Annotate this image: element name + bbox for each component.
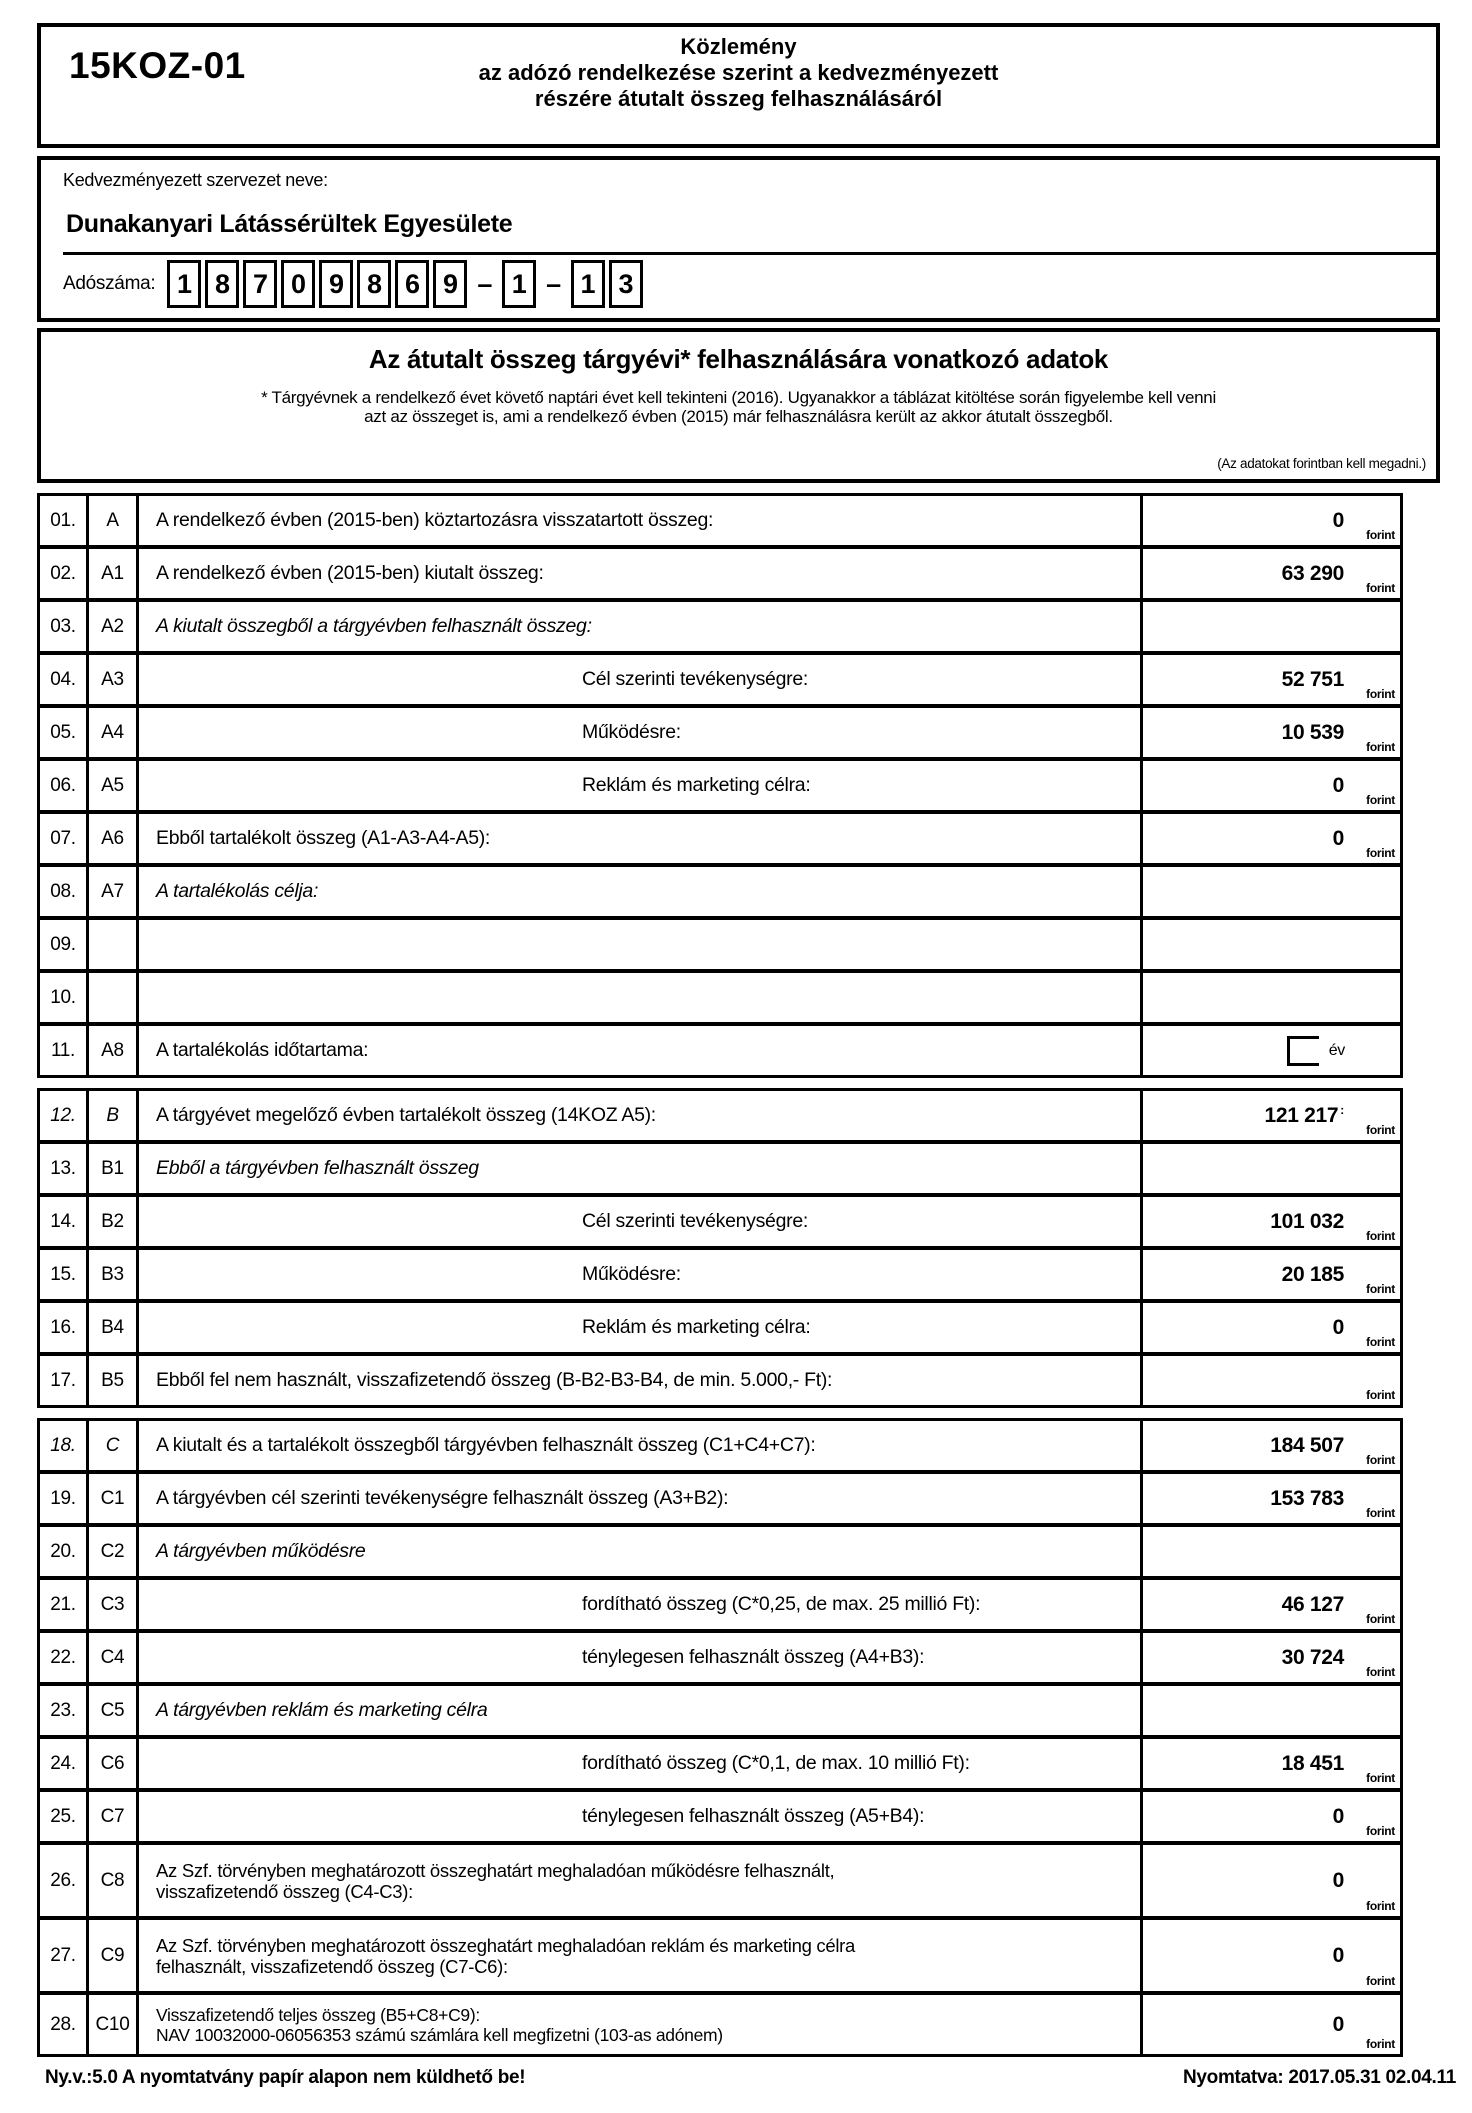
tax-number-boxes xyxy=(167,260,642,308)
row-value-amount: 63 290 xyxy=(1281,561,1344,585)
table-row xyxy=(37,917,1403,972)
row-label xyxy=(139,496,1140,545)
table-row xyxy=(37,1524,1403,1579)
row-value xyxy=(1140,920,1400,969)
row-label xyxy=(139,1686,1140,1735)
row-label xyxy=(139,549,1140,598)
row-value-amount: 0 xyxy=(1332,1868,1344,1892)
row-code: B3 xyxy=(89,1250,139,1299)
row-label xyxy=(139,973,1140,1022)
table-row xyxy=(37,1577,1403,1632)
forint-unit-label: forint xyxy=(1366,1229,1395,1243)
row-value xyxy=(1140,602,1400,651)
table-row xyxy=(37,864,1403,919)
row-number: 15. xyxy=(40,1250,89,1299)
row-code: A4 xyxy=(89,708,139,757)
row-label xyxy=(139,1633,1140,1682)
row-label-line: A kiutalt és a tartalékolt összegből tárgyévben felhasznált összeg (C1+C4+C7): xyxy=(156,1434,816,1456)
row-label xyxy=(139,655,1140,704)
tax-digit-box: 9 xyxy=(319,260,353,308)
row-label-line: ténylegesen felhasznált összeg (A5+B4): xyxy=(582,1805,925,1827)
tax-digit-box: 7 xyxy=(243,260,277,308)
row-label-line: Reklám és marketing célra: xyxy=(582,774,811,796)
table-row xyxy=(37,705,1403,760)
row-label xyxy=(139,708,1140,757)
table-row xyxy=(37,1789,1403,1844)
forint-unit-label: forint xyxy=(1366,1388,1395,1402)
row-label-line: A rendelkező évben (2015-ben) köztartozásra visszatartott összeg: xyxy=(156,509,714,531)
row-label-line: fordítható összeg (C*0,25, de max. 25 millió Ft): xyxy=(582,1593,981,1615)
row-number: 19. xyxy=(40,1474,89,1523)
row-code: A2 xyxy=(89,602,139,651)
form-title-line-3: részére átutalt összeg felhasználásáról xyxy=(534,86,943,111)
row-code: A3 xyxy=(89,655,139,704)
table-row xyxy=(37,1917,1403,1994)
row-number: 13. xyxy=(40,1144,89,1193)
section-title: Az átutalt összeg tárgyévi* felhasználására vonatkozó adatok xyxy=(368,344,1109,374)
row-value xyxy=(1140,496,1400,545)
row-value-amount: 30 724 xyxy=(1281,1645,1344,1669)
row-value xyxy=(1140,1091,1400,1140)
table-row xyxy=(37,546,1403,601)
row-number: 12. xyxy=(40,1091,89,1140)
forint-unit-label: forint xyxy=(1366,1771,1395,1785)
row-value xyxy=(1140,761,1400,810)
tax-digit-box: 0 xyxy=(281,260,315,308)
beneficiary-name-underline xyxy=(63,252,1436,255)
tax-digit-box: 1 xyxy=(571,260,605,308)
row-value xyxy=(1140,1144,1400,1193)
page-footer xyxy=(0,2067,1472,2099)
table-row xyxy=(37,1247,1403,1302)
row-value xyxy=(1140,708,1400,757)
row-code: B5 xyxy=(89,1356,139,1405)
forint-unit-label: forint xyxy=(1366,1974,1395,1988)
row-value xyxy=(1140,1026,1400,1075)
form-title-line-1: Közlemény xyxy=(680,34,797,59)
table-row xyxy=(37,1842,1403,1919)
table-row xyxy=(37,811,1403,866)
row-label xyxy=(139,1356,1140,1405)
section-footnote-line-1: * Tárgyévnek a rendelkező évet követő naptári évet kell tekinteni (2016). Ugyanakkor a táblázat kitöltése során figyelembe kell venni xyxy=(261,388,1216,407)
row-label-line: Működésre: xyxy=(582,721,681,743)
row-label xyxy=(139,920,1140,969)
row-label-line: Ebből tartalékolt összeg (A1-A3-A4-A5): xyxy=(156,827,491,849)
row-code: A7 xyxy=(89,867,139,916)
row-label xyxy=(139,1421,1140,1470)
row-value xyxy=(1140,1474,1400,1523)
row-number: 21. xyxy=(40,1580,89,1629)
row-value-amount: 0 xyxy=(1332,1943,1344,1967)
form-header-box xyxy=(37,23,1440,148)
row-label-line: Az Szf. törvényben meghatározott összeghatárt meghaladóan reklám és marketing célra xyxy=(156,1934,856,1956)
table-row xyxy=(37,599,1403,654)
row-number: 14. xyxy=(40,1197,89,1246)
row-number: 17. xyxy=(40,1356,89,1405)
row-label xyxy=(139,1026,1140,1075)
unit-note: (Az adatokat forintban kell megadni.) xyxy=(1217,456,1426,471)
table-group xyxy=(37,493,1403,1078)
row-label xyxy=(139,1845,1140,1916)
row-number: 10. xyxy=(40,973,89,1022)
row-code: B4 xyxy=(89,1303,139,1352)
forint-unit-label: forint xyxy=(1366,846,1395,860)
footer-printed-timestamp: Nyomtatva: 2017.05.31 02.04.11 xyxy=(1182,2067,1456,2088)
row-label xyxy=(139,1197,1140,1246)
row-label-line: felhasznált, visszafizetendő összeg (C7-C6): xyxy=(156,1955,508,1977)
row-label xyxy=(139,1920,1140,1991)
row-number: 02. xyxy=(40,549,89,598)
forint-unit-label: forint xyxy=(1366,1335,1395,1349)
table-row xyxy=(37,970,1403,1025)
row-number: 04. xyxy=(40,655,89,704)
row-value xyxy=(1140,814,1400,863)
forint-unit-label: forint xyxy=(1366,1506,1395,1520)
row-number: 23. xyxy=(40,1686,89,1735)
row-code: A6 xyxy=(89,814,139,863)
forint-unit-label: forint xyxy=(1366,1282,1395,1296)
row-number: 07. xyxy=(40,814,89,863)
row-value-amount: 10 539 xyxy=(1281,720,1344,744)
row-label-line: A tárgyévben működésre xyxy=(156,1540,366,1562)
row-code: C10 xyxy=(89,1995,139,2054)
row-code: A5 xyxy=(89,761,139,810)
row-code: C5 xyxy=(89,1686,139,1735)
forint-unit-label: forint xyxy=(1366,1899,1395,1913)
row-label-line: Cél szerinti tevékenységre: xyxy=(582,1210,809,1232)
row-number: 24. xyxy=(40,1739,89,1788)
row-label xyxy=(139,1303,1140,1352)
row-code: A xyxy=(89,496,139,545)
tax-digit-box: 8 xyxy=(357,260,391,308)
table-row xyxy=(37,1630,1403,1685)
row-value-amount: 18 451 xyxy=(1281,1751,1344,1775)
forint-unit-label: forint xyxy=(1366,1453,1395,1467)
row-value xyxy=(1140,1421,1400,1470)
row-label-line: Reklám és marketing célra: xyxy=(582,1316,811,1338)
form-code: 15KOZ-01 xyxy=(69,45,246,86)
row-code: C4 xyxy=(89,1633,139,1682)
beneficiary-name: Dunakanyari Látássérültek Egyesülete xyxy=(66,210,513,238)
row-value xyxy=(1140,1633,1400,1682)
row-label xyxy=(139,602,1140,651)
table-row xyxy=(37,1300,1403,1355)
row-label-line: Cél szerinti tevékenységre: xyxy=(582,668,809,690)
row-value-amount: 20 185 xyxy=(1281,1262,1344,1286)
row-number: 03. xyxy=(40,602,89,651)
row-code: B1 xyxy=(89,1144,139,1193)
row-number: 28. xyxy=(40,1995,89,2054)
row-label xyxy=(139,1792,1140,1841)
table-row xyxy=(37,1023,1403,1078)
row-code xyxy=(89,973,139,1022)
tax-digit-box: 1 xyxy=(167,260,201,308)
row-label-line: ténylegesen felhasznált összeg (A4+B3): xyxy=(582,1646,925,1668)
forint-unit-label: forint xyxy=(1366,528,1395,542)
table-row xyxy=(37,1418,1403,1473)
forint-unit-label: forint xyxy=(1366,740,1395,754)
forint-unit-label: forint xyxy=(1366,1824,1395,1838)
table-row xyxy=(37,1683,1403,1738)
forint-unit-label: forint xyxy=(1366,581,1395,595)
beneficiary-box xyxy=(37,156,1440,322)
row-label xyxy=(139,1527,1140,1576)
row-label xyxy=(139,1474,1140,1523)
row-label-line: fordítható összeg (C*0,1, de max. 10 millió Ft): xyxy=(582,1752,970,1774)
forint-unit-label: forint xyxy=(1366,1612,1395,1626)
tax-digit-box: 9 xyxy=(433,260,467,308)
row-code: C3 xyxy=(89,1580,139,1629)
row-code: C8 xyxy=(89,1845,139,1916)
row-label xyxy=(139,1580,1140,1629)
row-value xyxy=(1140,549,1400,598)
row-code: B2 xyxy=(89,1197,139,1246)
row-value xyxy=(1140,1995,1400,2054)
table-group xyxy=(37,1088,1403,1408)
row-value xyxy=(1140,1739,1400,1788)
usage-table xyxy=(37,493,1403,2057)
row-value xyxy=(1140,1197,1400,1246)
row-value xyxy=(1140,1356,1400,1405)
row-code: B xyxy=(89,1091,139,1140)
row-number: 05. xyxy=(40,708,89,757)
row-value-mark: : xyxy=(1340,1103,1344,1117)
tax-digit-box: 1 xyxy=(502,260,536,308)
row-number: 01. xyxy=(40,496,89,545)
table-row xyxy=(37,652,1403,707)
tax-number-row xyxy=(63,260,643,308)
tax-digit-box: 8 xyxy=(205,260,239,308)
row-label-line: Visszafizetendő teljes összeg (B5+C8+C9): xyxy=(156,2004,480,2025)
table-row xyxy=(37,1088,1403,1143)
table-row xyxy=(37,1194,1403,1249)
row-value-amount: 46 127 xyxy=(1281,1592,1344,1616)
form-title-line-2: az adózó rendelkezése szerint a kedvezményezett xyxy=(478,60,999,85)
row-label xyxy=(139,867,1140,916)
row-number: 08. xyxy=(40,867,89,916)
row-label xyxy=(139,1250,1140,1299)
row-value-amount: 121 217 : xyxy=(1264,1103,1344,1127)
row-value-amount: 153 783 xyxy=(1270,1486,1344,1510)
row-number: 22. xyxy=(40,1633,89,1682)
row-value xyxy=(1140,1580,1400,1629)
table-row xyxy=(37,1471,1403,1526)
row-value-amount: 0 xyxy=(1332,1315,1344,1339)
row-code: C1 xyxy=(89,1474,139,1523)
table-row xyxy=(37,758,1403,813)
row-value-amount: 0 xyxy=(1332,1804,1344,1828)
row-value-amount: 0 xyxy=(1332,773,1344,797)
footer-version-note: Ny.v.:5.0 A nyomtatvány papír alapon nem küldhető be! xyxy=(45,2067,526,2088)
tax-digit-box: 6 xyxy=(395,260,429,308)
row-code: C9 xyxy=(89,1920,139,1991)
row-label xyxy=(139,1995,1140,2054)
row-label xyxy=(139,761,1140,810)
row-value-amount: 0 xyxy=(1332,508,1344,532)
row-number: 26. xyxy=(40,1845,89,1916)
row-label-line: A tartalékolás célja: xyxy=(156,880,319,902)
section-footnote-line-2: azt az összeget is, ami a rendelkező évben (2015) már felhasználásra került az akkor átutalt összegből. xyxy=(364,407,1113,426)
row-number: 18. xyxy=(40,1421,89,1470)
forint-unit-label: forint xyxy=(1366,687,1395,701)
row-value xyxy=(1140,1250,1400,1299)
table-row xyxy=(37,493,1403,548)
row-code: C xyxy=(89,1421,139,1470)
row-number: 16. xyxy=(40,1303,89,1352)
beneficiary-name-label: Kedvezményezett szervezet neve: xyxy=(63,170,328,190)
row-value xyxy=(1140,1920,1400,1991)
table-row xyxy=(37,1992,1403,2057)
section-footnote xyxy=(41,375,1436,426)
table-row xyxy=(37,1736,1403,1791)
row-number: 06. xyxy=(40,761,89,810)
row-value xyxy=(1140,1527,1400,1576)
forint-unit-label: forint xyxy=(1366,1123,1395,1137)
row-value xyxy=(1140,655,1400,704)
forint-unit-label: forint xyxy=(1366,793,1395,807)
row-label xyxy=(139,1739,1140,1788)
row-code: A8 xyxy=(89,1026,139,1075)
row-label-line: Az Szf. törvényben meghatározott összeghatárt meghaladóan működésre felhasznált, xyxy=(156,1859,835,1881)
row-value-amount: 101 032 xyxy=(1270,1209,1344,1233)
row-value xyxy=(1140,867,1400,916)
tax-number-label: Adószáma: xyxy=(63,273,156,294)
forint-unit-label: forint xyxy=(1366,1665,1395,1679)
row-value-amount: 52 751 xyxy=(1281,667,1344,691)
row-label xyxy=(139,1091,1140,1140)
year-box xyxy=(1287,1036,1319,1066)
section-box xyxy=(37,328,1440,483)
tax-number-dash: – xyxy=(477,268,493,299)
forint-unit-label: forint xyxy=(1366,2037,1395,2051)
row-label-line: Ebből fel nem használt, visszafizetendő összeg (B-B2-B3-B4, de min. 5.000,- Ft): xyxy=(156,1369,833,1391)
form-title xyxy=(41,27,1436,112)
row-code: C2 xyxy=(89,1527,139,1576)
table-group xyxy=(37,1418,1403,2057)
row-value xyxy=(1140,1792,1400,1841)
row-label-line: A tárgyévet megelőző évben tartalékolt összeg (14KOZ A5): xyxy=(156,1104,656,1126)
row-number: 27. xyxy=(40,1920,89,1991)
row-label-line: A kiutalt összegből a tárgyévben felhasznált összeg: xyxy=(156,615,592,637)
row-label-line: A tárgyévben cél szerinti tevékenységre felhasznált összeg (A3+B2): xyxy=(156,1487,729,1509)
row-label-line: A tárgyévben reklám és marketing célra xyxy=(156,1699,488,1721)
row-number: 11. xyxy=(40,1026,89,1075)
row-value-amount: 0 xyxy=(1332,826,1344,850)
row-number: 25. xyxy=(40,1792,89,1841)
row-code xyxy=(89,920,139,969)
year-unit-label: év xyxy=(1328,1041,1345,1059)
row-value xyxy=(1140,1845,1400,1916)
row-number: 09. xyxy=(40,920,89,969)
row-code: C6 xyxy=(89,1739,139,1788)
row-value-amount: 184 507 xyxy=(1270,1433,1344,1457)
row-value xyxy=(1140,1303,1400,1352)
tax-digit-box: 3 xyxy=(609,260,643,308)
row-label-line: Ebből a tárgyévben felhasznált összeg xyxy=(156,1157,479,1179)
row-label xyxy=(139,1144,1140,1193)
row-label-line: A tartalékolás időtartama: xyxy=(156,1039,369,1061)
row-value xyxy=(1140,1686,1400,1735)
row-code: C7 xyxy=(89,1792,139,1841)
row-label-line: visszafizetendő összeg (C4-C3): xyxy=(156,1880,413,1902)
row-label-line: A rendelkező évben (2015-ben) kiutalt összeg: xyxy=(156,562,544,584)
row-value xyxy=(1140,973,1400,1022)
row-code: A1 xyxy=(89,549,139,598)
row-value-amount: 0 xyxy=(1332,2012,1344,2036)
tax-number-dash: – xyxy=(546,268,561,299)
row-label xyxy=(139,814,1140,863)
table-row xyxy=(37,1141,1403,1196)
row-label-line: NAV 10032000-06056353 számú számlára kell megfizetni (103-as adónem) xyxy=(156,2024,723,2045)
row-label-line: Működésre: xyxy=(582,1263,681,1285)
row-number: 20. xyxy=(40,1527,89,1576)
table-row xyxy=(37,1353,1403,1408)
